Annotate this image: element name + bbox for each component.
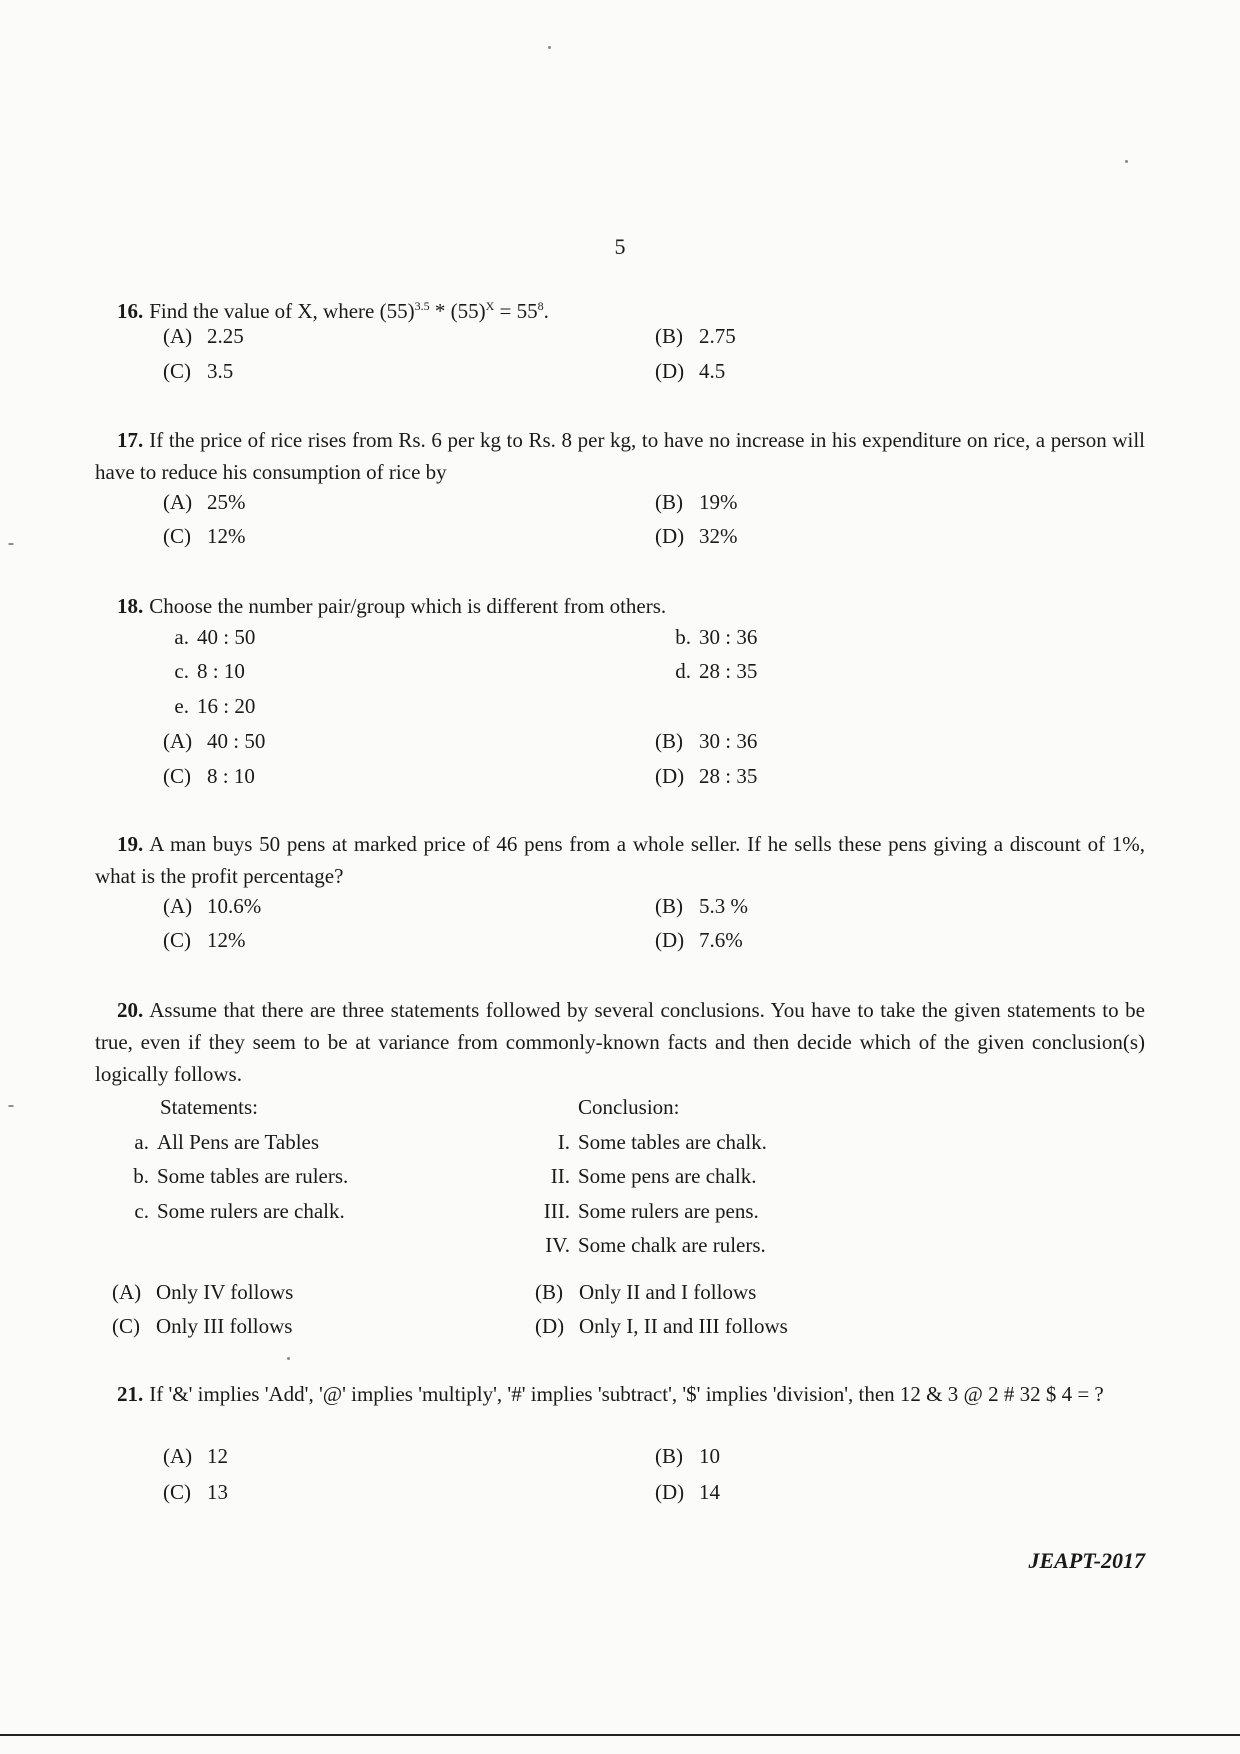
option-d[interactable]: (D) 32% (655, 524, 738, 548)
statements-heading: Statements: (160, 1095, 258, 1119)
option-c[interactable]: (C) 8 : 10 (163, 764, 255, 788)
page-number: 5 (614, 234, 626, 259)
option-a[interactable]: (A) 25% (163, 490, 246, 514)
question-20 (95, 994, 1145, 1090)
question-21 (95, 1378, 1145, 1410)
question-17 (95, 424, 1145, 488)
option-d[interactable]: (D) 4.5 (655, 359, 726, 383)
question-16-stem: 16. Find the value of X, where $(55)^{3.5} * (55)^X = 55^8$. (117, 299, 549, 323)
question-number: 20. (117, 998, 144, 1022)
option-a[interactable]: (A) 10.6% (163, 894, 262, 918)
question-number: 17. (117, 428, 144, 452)
list-item: b. 30 : 36 (675, 625, 758, 649)
option-b[interactable]: (B) 5.3 % (655, 894, 748, 918)
exam-code-footer: JEAPT-2017 (1028, 1548, 1145, 1573)
question-number: 19. (117, 832, 144, 856)
option-b[interactable]: (B) 19% (655, 490, 738, 514)
option-c[interactable]: (C) 13 (163, 1480, 228, 1504)
option-a[interactable]: (A) Only IV follows (112, 1280, 294, 1304)
scan-speck (1125, 160, 1128, 163)
statement-item: a. All Pens are Tables (134, 1130, 320, 1154)
option-a[interactable]: (A) 2.25 (163, 324, 244, 348)
question-number: 16. (117, 299, 144, 323)
option-a[interactable]: (A) 40 : 50 (163, 729, 266, 753)
conclusion-item: I. Some tables are chalk. (557, 1130, 767, 1154)
option-d[interactable]: (D) 7.6% (655, 928, 743, 952)
option-c[interactable]: (C) 12% (163, 524, 246, 548)
statement-item: b. Some tables are rulers. (133, 1164, 349, 1188)
question-17-stem: 17. If the price of rice rises from Rs. 6 per kg to Rs. 8 per kg, to have no increase in his expenditure on rice, a person will have to reduce his consumption of rice by (95, 428, 1145, 484)
option-c[interactable]: (C) Only III follows (112, 1314, 293, 1338)
option-d[interactable]: (D) 28 : 35 (655, 764, 758, 788)
option-c[interactable]: (C) 12% (163, 928, 246, 952)
question-19 (95, 828, 1145, 892)
option-b[interactable]: (B) 30 : 36 (655, 729, 758, 753)
list-item: c. 8 : 10 (174, 659, 245, 683)
question-20-stem: 20. Assume that there are three statements followed by several conclusions. You have to take the given statements to be true, even if they seem to be at variance from commonly-known facts and then decide which of the given conclusion(s) logically follows. (95, 998, 1145, 1086)
question-18-stem: 18. Choose the number pair/group which is different from others. (117, 594, 667, 618)
option-b[interactable]: (B) 2.75 (655, 324, 736, 348)
list-item: d. 28 : 35 (675, 659, 758, 683)
scan-speck (8, 543, 14, 545)
conclusion-item: IV. Some chalk are rulers. (545, 1233, 766, 1257)
question-number: 21. (117, 1382, 144, 1406)
statement-item: c. Some rulers are chalk. (134, 1199, 345, 1223)
scan-speck (548, 46, 551, 49)
question-21-stem: 21. If '&' implies 'Add', '@' implies 'multiply', '#' implies 'subtract', '$' implies 'division', then 12 & 3 @ 2 # 32 $ 4 = ? (117, 1382, 1104, 1406)
list-item: e. 16 : 20 (174, 694, 256, 718)
conclusion-item: II. Some pens are chalk. (550, 1164, 757, 1188)
option-b[interactable]: (B) Only II and I follows (535, 1280, 757, 1304)
option-c[interactable]: (C) 3.5 (163, 359, 234, 383)
conclusion-heading: Conclusion: (578, 1095, 680, 1119)
option-d[interactable]: (D) Only I, II and III follows (535, 1314, 788, 1338)
question-16 (95, 290, 1145, 327)
list-item: a. 40 : 50 (174, 625, 256, 649)
conclusion-item: III. Some rulers are pens. (543, 1199, 759, 1223)
option-d[interactable]: (D) 14 (655, 1480, 720, 1504)
option-b[interactable]: (B) 10 (655, 1444, 720, 1468)
option-a[interactable]: (A) 12 (163, 1444, 228, 1468)
bottom-rule (0, 1734, 1240, 1736)
scan-speck (287, 1357, 290, 1360)
question-19-stem: 19. A man buys 50 pens at marked price of 46 pens from a whole seller. If he sells these pens giving a discount of 1%, what is the profit percentage? (95, 832, 1145, 888)
question-18 (95, 590, 1145, 622)
question-number: 18. (117, 594, 144, 618)
scan-speck (8, 1105, 14, 1107)
